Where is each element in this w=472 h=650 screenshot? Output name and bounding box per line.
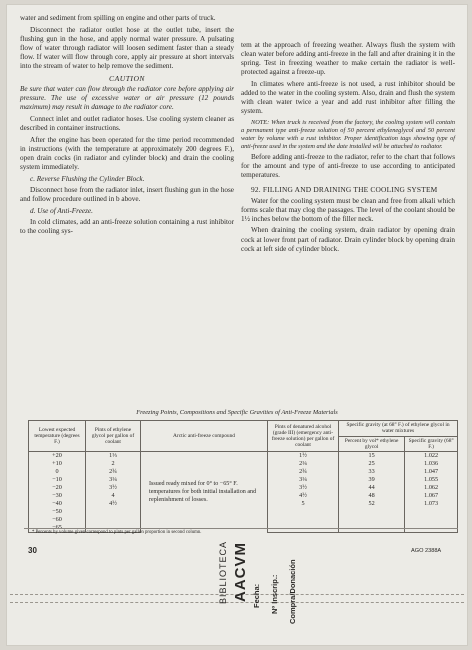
cell-pints-glycol <box>86 516 141 524</box>
header-percent: Percent by vol* ethylene glycol <box>339 436 405 452</box>
cell-temperature: −65 <box>29 524 86 533</box>
cell-percent: 39 <box>339 476 405 484</box>
table-caption: Freezing Points, Compositions and Specific Gravities of Anti-Freeze Materials <box>136 409 338 416</box>
subsection-heading: d. Use of Anti-Freeze. <box>30 206 93 215</box>
cell-alcohol: 2¼ <box>268 460 339 468</box>
antifreeze-table <box>28 420 458 533</box>
left-column <box>20 14 234 239</box>
page-number: 30 <box>28 546 37 555</box>
cell-alcohol: 4½ <box>268 492 339 500</box>
manual-page <box>6 4 468 646</box>
cell-specific-gravity: 1.067 <box>405 492 458 500</box>
paragraph: In climates where anti-freeze is not used, a rust inhibitor should be added to the water in the cooling system. Also, drain and flush the system with clean water twice a year and add rust inhibitor after filling the system. <box>241 79 455 116</box>
cell-pints-glycol: 3½ <box>86 484 141 492</box>
cell-specific-gravity: 1.047 <box>405 468 458 476</box>
cell-temperature: +20 <box>29 452 86 461</box>
caution-heading: CAUTION <box>109 74 145 84</box>
stamp-inscrip: Nº Inscrip.: <box>270 574 279 614</box>
cell-specific-gravity: 1.022 <box>405 452 458 461</box>
stamp-compra: Compra/Donación <box>288 559 297 624</box>
cell-specific-gravity <box>405 516 458 524</box>
cell-alcohol: 2¾ <box>268 468 339 476</box>
paragraph: Disconnect hose from the radiator inlet, insert flushing gun in the hose and follow procedure outlined in b above. <box>20 186 234 204</box>
right-column <box>241 41 455 256</box>
table-footnote: * Percents by volume given correspond to pints per gallon proportion in second column. <box>32 530 202 535</box>
cell-temperature: +10 <box>29 460 86 468</box>
stamp-aacvm: AACVM <box>232 542 249 602</box>
cell-pints-glycol: 4½ <box>86 500 141 508</box>
cell-percent: 25 <box>339 460 405 468</box>
paragraph: Before adding anti-freeze to the radiator, refer to the chart that follows for the amount and type of anti-freeze to use according to anticipated temperatures. <box>241 153 455 180</box>
divider <box>24 528 458 529</box>
cell-temperature: −40 <box>29 500 86 508</box>
cell-temperature: −30 <box>29 492 86 500</box>
cell-specific-gravity: 1.062 <box>405 484 458 492</box>
cell-temperature: −60 <box>29 516 86 524</box>
paragraph: When draining the cooling system, drain radiator by opening drain cock at lower front part of radiator. Drain cylinder block by opening drain cock at left side of cylinder block. <box>241 226 455 253</box>
cell-arctic-text: Issued ready mixed for 0° to −65° F. temperatures for both initial installation and replenishment of losses. <box>141 452 268 533</box>
cell-specific-gravity: 1.055 <box>405 476 458 484</box>
cell-pints-glycol: 1⅓ <box>86 452 141 461</box>
cell-pints-glycol: 2¾ <box>86 468 141 476</box>
header-lowest-temp: Lowest expected temperature (degrees F.) <box>29 421 86 452</box>
cell-alcohol <box>268 508 339 516</box>
cell-specific-gravity <box>405 508 458 516</box>
cell-alcohol: 3¼ <box>268 476 339 484</box>
cell-percent <box>339 516 405 524</box>
paragraph: In cold climates, add an anti-freeze solution containing a rust inhibitor to the cooling sys- <box>20 218 234 236</box>
header-alcohol: Pints of denatured alcohol (grade III) (emergency anti-freeze solution) per gallon of coolant <box>268 421 339 452</box>
cell-temperature: −50 <box>29 508 86 516</box>
stamp-biblioteca: BIBLIOTECA <box>218 540 228 604</box>
cell-alcohol: 5 <box>268 500 339 508</box>
caution-text: Be sure that water can flow through the radiator core before applying air pressure. The use of excessive water or air pressure (12 pounds maximum) may result in damage to the radiator core. <box>20 85 234 112</box>
cell-alcohol: 1½ <box>268 452 339 461</box>
table-row <box>29 452 458 461</box>
cell-pints-glycol: 2 <box>86 460 141 468</box>
cell-specific-gravity: 1.073 <box>405 500 458 508</box>
paragraph: After the engine has been operated for the time period recommended in instructions (with the temperature at approximately 200 degrees F.), open drain cocks (in radiator and cylinder block) and drain the cooling system immediately. <box>20 135 234 171</box>
cell-pints-glycol <box>86 508 141 516</box>
cell-temperature: −20 <box>29 484 86 492</box>
ago-reference: AGO 2388A <box>411 548 442 554</box>
cell-pints-glycol: 3¼ <box>86 476 141 484</box>
cell-percent: 33 <box>339 468 405 476</box>
header-pints-glycol: Pints of ethylene glycol per gallon of coolant <box>86 421 141 452</box>
cell-percent: 52 <box>339 500 405 508</box>
cell-temperature: −10 <box>29 476 86 484</box>
cell-percent: 44 <box>339 484 405 492</box>
header-arctic: Arctic anti-freeze compound <box>141 421 268 452</box>
cell-pints-glycol: 4 <box>86 492 141 500</box>
cell-specific-gravity: 1.036 <box>405 460 458 468</box>
stamp-fecha: Fecha: <box>252 583 261 608</box>
paragraph: water and sediment from spilling on engine and other parts of truck. <box>20 14 216 22</box>
paragraph: Disconnect the radiator outlet hose at the outlet tube, insert the flushing gun in the hose, and apply normal water pressure. A pulsating flow of water through radiator will loosen sediment faster than a steady flow. If water will flow through core, apply air pressure at short intervals into the stream of water to help remove the sediment. <box>20 25 234 70</box>
divider <box>10 602 464 603</box>
cell-alcohol: 3½ <box>268 484 339 492</box>
section-heading: 92. FILLING AND DRAINING THE COOLING SYSTEM <box>251 184 438 194</box>
paragraph: tem at the approach of freezing weather. Always flush the system with clean water before adding anti-freeze in the fall and after draining it in the spring. Test in freezing weather to make certain the radiator is well-protected against a freeze-up. <box>241 41 455 77</box>
cell-percent: 15 <box>339 452 405 461</box>
cell-alcohol <box>268 516 339 524</box>
cell-temperature: 0 <box>29 468 86 476</box>
header-sg-group: Specific gravity (at 68° F.) of ethylene glycol in water mixtures <box>339 421 458 437</box>
subsection-heading: c. Reverse Flushing the Cylinder Block. <box>30 174 145 183</box>
cell-percent <box>339 508 405 516</box>
paragraph: Water for the cooling system must be clean and free from alkali which forms scale that may clog the passages. The level of the coolant should be 1½ inches below the bottom of the filler neck. <box>241 196 455 223</box>
paragraph: Connect inlet and outlet radiator hoses. Use cooling system cleaner as described in container instructions. <box>20 114 234 133</box>
header-sg: Specific gravity (68° F.) <box>405 436 458 452</box>
cell-percent: 48 <box>339 492 405 500</box>
note: NOTE: When truck is received from the factory, the cooling system will contain a permanent type anti-freeze solution of 50 percent ethyleneglycol and 50 percent water by volume with a rust inhibitor. Proper identification tags showing type of anti-freeze used in the system and the date installed will be attached to radiator. <box>241 118 455 150</box>
